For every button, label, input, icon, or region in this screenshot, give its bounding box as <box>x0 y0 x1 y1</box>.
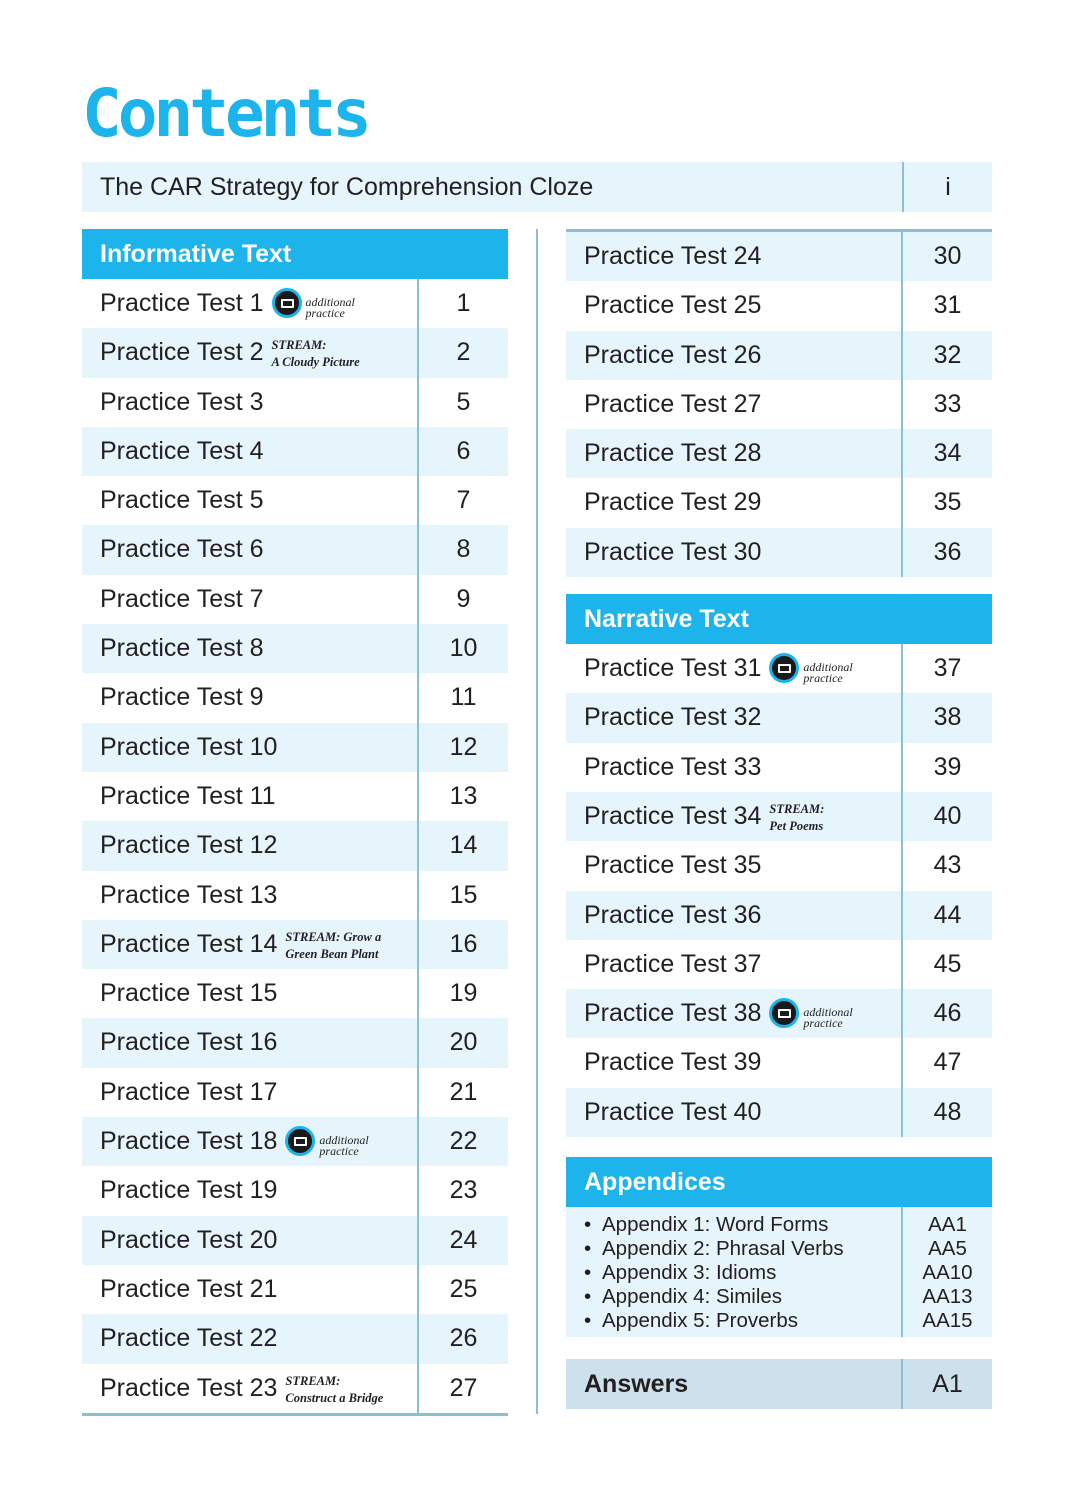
table-row[interactable] <box>566 940 992 989</box>
table-row[interactable] <box>82 1018 508 1067</box>
additional-practice-badge <box>769 653 899 689</box>
appendix-item[interactable] <box>584 1285 782 1309</box>
page-number: 24 <box>449 1225 478 1254</box>
table-row[interactable] <box>566 792 992 841</box>
strategy-label: The CAR Strategy for Comprehension Cloze <box>100 173 594 201</box>
stream-line2: Pet Poems <box>769 818 824 833</box>
additional-practice-badge <box>272 288 402 324</box>
test-label: Practice Test 37 <box>584 949 762 978</box>
table-row[interactable] <box>82 378 508 427</box>
page-number: 48 <box>933 1097 962 1126</box>
stream-line1: STREAM: <box>271 338 327 353</box>
film-reel-icon <box>769 998 799 1028</box>
page-number: 38 <box>933 703 962 732</box>
table-row[interactable] <box>82 1314 508 1363</box>
page-number: 10 <box>449 634 478 663</box>
film-reel-icon <box>285 1126 315 1156</box>
page-number: 23 <box>449 1176 478 1205</box>
stream-note <box>285 929 381 963</box>
test-label: Practice Test 23 <box>100 1373 278 1402</box>
test-label: Practice Test 14 <box>100 929 278 958</box>
table-row[interactable] <box>566 281 992 330</box>
table-row[interactable] <box>82 575 508 624</box>
bullet: • <box>584 1237 592 1261</box>
table-row[interactable] <box>82 525 508 574</box>
table-row[interactable] <box>566 693 992 742</box>
table-row[interactable] <box>82 427 508 476</box>
appendix-item[interactable] <box>584 1237 844 1261</box>
table-row[interactable] <box>566 429 992 478</box>
page-title: Contents <box>82 75 368 152</box>
test-label: Practice Test 15 <box>100 979 278 1008</box>
page-number: 46 <box>933 999 962 1028</box>
table-row[interactable] <box>82 821 508 870</box>
appendix-page: AA15 <box>922 1309 973 1333</box>
page-number: 12 <box>449 732 478 761</box>
appendices-list <box>566 1207 992 1337</box>
page-number: 35 <box>933 488 962 517</box>
table-row[interactable] <box>82 723 508 772</box>
answers-entry[interactable] <box>566 1359 992 1409</box>
test-label: Practice Test 31 <box>584 654 762 683</box>
page-number: 8 <box>456 535 471 564</box>
stream-line1: STREAM: Grow a <box>285 929 382 944</box>
test-label: Practice Test 24 <box>584 242 762 270</box>
table-row[interactable] <box>82 279 508 328</box>
table-row[interactable] <box>566 380 992 429</box>
stream-line1: STREAM: <box>769 801 825 816</box>
appendix-label: Appendix 1: Word Forms <box>602 1213 829 1237</box>
appendix-page: AA13 <box>922 1285 973 1309</box>
appendix-item[interactable] <box>584 1261 776 1285</box>
page-number: 47 <box>933 1048 962 1077</box>
test-label: Practice Test 19 <box>100 1176 278 1205</box>
page-number: 43 <box>933 851 962 880</box>
stream-line2: Construct a Bridge <box>285 1390 384 1405</box>
test-label: Practice Test 21 <box>100 1274 278 1303</box>
page-number: 14 <box>449 831 478 860</box>
table-row[interactable] <box>566 1038 992 1087</box>
test-label: Practice Test 29 <box>584 488 762 517</box>
test-label: Practice Test 3 <box>100 387 264 416</box>
page-number: 26 <box>449 1324 478 1353</box>
page-number: 21 <box>449 1077 478 1106</box>
test-label: Practice Test 39 <box>584 1048 762 1077</box>
column-divider <box>536 229 538 1414</box>
page-number: 40 <box>933 801 962 830</box>
table-row[interactable] <box>82 1364 508 1413</box>
test-label: Practice Test 1 <box>100 289 264 317</box>
stream-line2: A Cloudy Picture <box>271 355 360 370</box>
table-row[interactable] <box>82 1117 508 1166</box>
test-label: Practice Test 36 <box>584 900 762 929</box>
table-row[interactable] <box>566 841 992 890</box>
informative-continued-rows <box>566 232 992 577</box>
test-label: Practice Test 25 <box>584 291 762 320</box>
stream-line2: Green Bean Plant <box>285 946 379 961</box>
additional-practice-badge <box>285 1126 415 1162</box>
page-number: 16 <box>449 929 478 958</box>
page-number: 22 <box>449 1127 478 1156</box>
answers-page: A1 <box>932 1370 963 1399</box>
test-label: Practice Test 38 <box>584 999 762 1028</box>
test-label: Practice Test 16 <box>100 1028 278 1057</box>
stream-line1: STREAM: <box>285 1373 341 1388</box>
table-row[interactable] <box>566 891 992 940</box>
badge-caption <box>803 662 852 684</box>
test-label: Practice Test 2 <box>100 338 264 367</box>
table-row[interactable] <box>566 232 992 281</box>
page-number: 32 <box>933 340 962 369</box>
appendix-page: AA1 <box>928 1213 967 1237</box>
page-number: 27 <box>449 1373 478 1402</box>
table-row[interactable] <box>82 624 508 673</box>
badge-caption <box>319 1135 368 1157</box>
page-number: 1 <box>456 289 471 317</box>
test-label: Practice Test 27 <box>584 389 762 418</box>
film-reel-icon <box>769 653 799 683</box>
table-row[interactable] <box>82 772 508 821</box>
page-number: 25 <box>449 1274 478 1303</box>
test-label: Practice Test 20 <box>100 1225 278 1254</box>
badge-line2: practice <box>319 1144 359 1159</box>
page-number: 30 <box>933 242 962 270</box>
page-number: 19 <box>449 979 478 1008</box>
page-number: 45 <box>933 949 962 978</box>
appendix-label: Appendix 3: Idioms <box>602 1261 777 1285</box>
table-row[interactable] <box>82 1166 508 1215</box>
test-label: Practice Test 9 <box>100 683 264 712</box>
badge-line1: additional <box>305 295 355 309</box>
test-label: Practice Test 10 <box>100 732 278 761</box>
informative-heading: Informative Text <box>82 229 508 279</box>
badge-caption <box>803 1007 852 1029</box>
test-label: Practice Test 6 <box>100 535 264 564</box>
narrative-heading: Narrative Text <box>566 594 992 644</box>
badge-line1: additional <box>803 1005 853 1020</box>
test-label: Practice Test 33 <box>584 752 762 781</box>
appendix-label: Appendix 5: Proverbs <box>602 1309 799 1333</box>
strategy-entry[interactable] <box>82 162 992 212</box>
test-label: Practice Test 4 <box>100 436 264 465</box>
page-number: 13 <box>449 781 478 810</box>
table-row[interactable] <box>566 989 992 1038</box>
page-number: 15 <box>449 880 478 909</box>
test-label: Practice Test 13 <box>100 880 278 909</box>
page-number: 31 <box>933 291 962 320</box>
informative-column <box>82 229 508 1416</box>
appendix-page: AA10 <box>922 1261 973 1285</box>
page-number: 39 <box>933 752 962 781</box>
badge-line1: additional <box>803 660 853 675</box>
page-number: 9 <box>456 584 471 613</box>
table-row[interactable] <box>82 969 508 1018</box>
stream-note <box>272 337 360 371</box>
page-number: 20 <box>449 1028 478 1057</box>
bullet: • <box>584 1261 592 1285</box>
table-bottom-rule <box>82 1413 508 1416</box>
stream-note <box>769 801 824 835</box>
additional-practice-badge <box>769 998 899 1034</box>
page-number: 7 <box>456 486 471 515</box>
table-row[interactable] <box>82 673 508 722</box>
appendix-item[interactable] <box>584 1213 828 1237</box>
table-row[interactable] <box>566 478 992 527</box>
table-row[interactable] <box>566 743 992 792</box>
page-number: 11 <box>450 683 477 712</box>
bullet: • <box>584 1285 592 1309</box>
page-number: 37 <box>933 654 962 683</box>
table-row[interactable] <box>566 331 992 380</box>
bullet: • <box>584 1213 592 1237</box>
table-row[interactable] <box>82 328 508 377</box>
table-row[interactable] <box>82 1068 508 1117</box>
strategy-page: i <box>945 173 951 201</box>
test-label: Practice Test 12 <box>100 831 278 860</box>
narrative-rows <box>566 644 992 1137</box>
test-label: Practice Test 17 <box>100 1077 278 1106</box>
page-number: 6 <box>456 436 471 465</box>
table-row[interactable] <box>82 1216 508 1265</box>
appendix-item[interactable] <box>584 1309 798 1333</box>
test-label: Practice Test 11 <box>100 781 276 810</box>
right-column <box>566 229 992 1409</box>
bullet: • <box>584 1309 592 1333</box>
test-label: Practice Test 35 <box>584 851 762 880</box>
test-label: Practice Test 5 <box>100 486 264 515</box>
page-number: 33 <box>933 389 962 418</box>
table-row[interactable] <box>566 1088 992 1137</box>
test-label: Practice Test 30 <box>584 537 762 566</box>
badge-line2: practice <box>803 1016 843 1031</box>
appendix-page: AA5 <box>928 1237 967 1261</box>
appendix-label: Appendix 2: Phrasal Verbs <box>602 1237 844 1261</box>
badge-line2: practice <box>305 306 345 320</box>
test-label: Practice Test 8 <box>100 634 264 663</box>
test-label: Practice Test 7 <box>100 584 264 613</box>
appendices-heading: Appendices <box>566 1157 992 1207</box>
table-row[interactable] <box>82 1265 508 1314</box>
test-label: Practice Test 40 <box>584 1097 762 1126</box>
badge-caption <box>306 297 355 319</box>
table-row[interactable] <box>566 644 992 693</box>
film-reel-icon <box>272 288 302 318</box>
badge-line2: practice <box>803 671 843 686</box>
table-row[interactable] <box>566 528 992 577</box>
test-label: Practice Test 18 <box>100 1127 278 1156</box>
table-row[interactable] <box>82 476 508 525</box>
answers-label: Answers <box>584 1370 689 1399</box>
table-row[interactable] <box>82 920 508 969</box>
page-number: 5 <box>456 387 471 416</box>
table-row[interactable] <box>82 871 508 920</box>
badge-line1: additional <box>319 1133 369 1148</box>
page-number: 44 <box>933 900 962 929</box>
informative-rows <box>82 279 508 1413</box>
page-number: 36 <box>933 537 962 566</box>
test-label: Practice Test 28 <box>584 439 762 468</box>
test-label: Practice Test 32 <box>584 703 762 732</box>
test-label: Practice Test 34 <box>584 801 762 830</box>
page-number: 2 <box>456 338 471 367</box>
test-label: Practice Test 26 <box>584 340 762 369</box>
page-number: 34 <box>933 439 962 468</box>
stream-note <box>285 1373 383 1407</box>
appendix-label: Appendix 4: Similes <box>602 1285 783 1309</box>
test-label: Practice Test 22 <box>100 1324 278 1353</box>
